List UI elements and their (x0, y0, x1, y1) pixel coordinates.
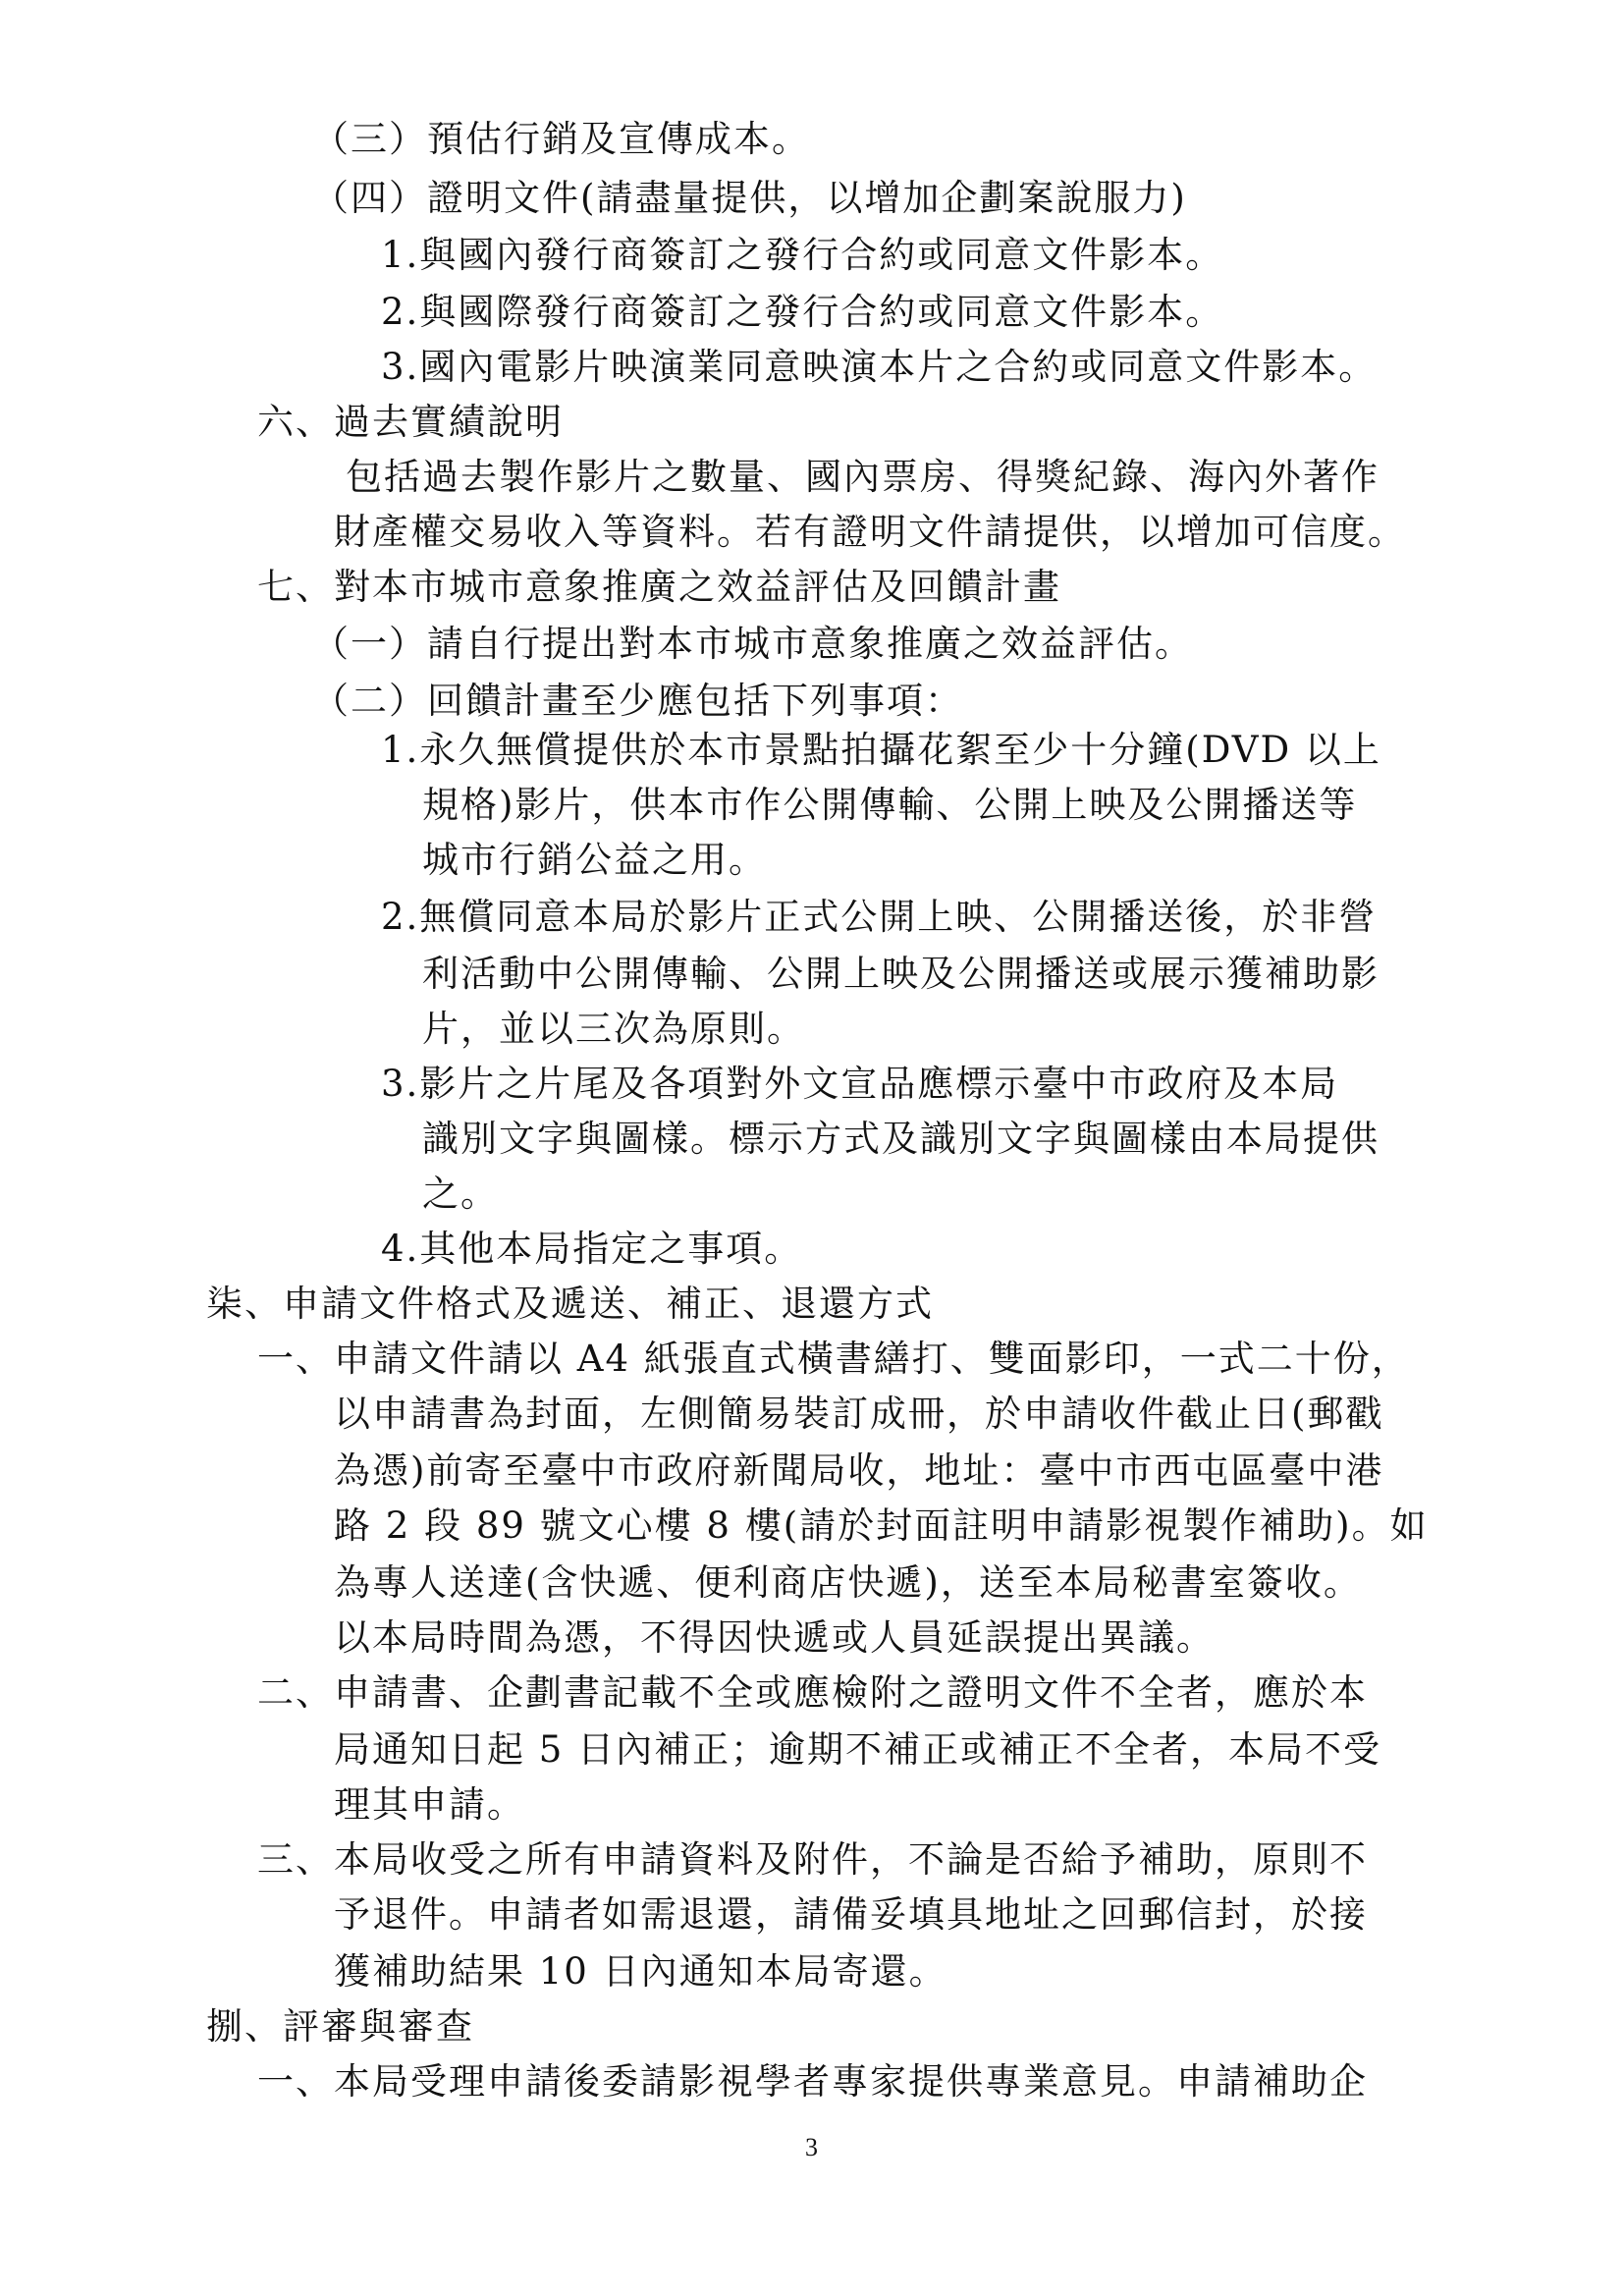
text-line: 規格)影片，供本市作公開傳輸、公開上映及公開播送等 (422, 784, 1358, 826)
text-line: 予退件。申請者如需退還，請備妥填具地址之回郵信封，於接 (334, 1893, 1368, 1936)
text-line: 片，並以三次為原則。 (422, 1008, 805, 1050)
text-line: （二）回饋計畫至少應包括下列事項： (312, 680, 963, 722)
text-line: 獲補助結果 10 日內通知本局寄還。 (334, 1950, 947, 1993)
text-line: 3.影片之片尾及各項對外文宣品應標示臺中市政府及本局 (381, 1063, 1339, 1105)
text-line: 局通知日起 5 日內補正；逾期不補正或補正不全者，本局不受 (334, 1728, 1382, 1771)
text-line: 1.永久無償提供於本市景點拍攝花絮至少十分鐘(DVD 以上 (381, 729, 1381, 771)
text-line: 包括過去製作影片之數量、國內票房、得獎紀錄、海內外著作 (346, 456, 1380, 498)
text-line: 一、申請文件請以 A4 紙張直式橫書繕打、雙面影印，一式二十份， (257, 1338, 1410, 1380)
text-line: 4.其他本局指定之事項。 (381, 1228, 803, 1270)
text-line: 財產權交易收入等資料。若有證明文件請提供，以增加可信度。 (334, 511, 1406, 553)
text-line: （四）證明文件(請盡量提供，以增加企劃案說服力) (312, 177, 1187, 219)
chapter-heading: 柒、申請文件格式及遞送、補正、退還方式 (206, 1283, 934, 1325)
text-line: 之。 (422, 1173, 499, 1215)
text-line: 為專人送達(含快遞、便利商店快遞)，送至本局秘書室簽收。 (334, 1561, 1362, 1604)
text-line: 路 2 段 89 號文心樓 8 樓(請於封面註明申請影視製作補助)。如 (334, 1504, 1429, 1547)
text-line: 1.與國內發行商簽訂之發行合約或同意文件影本。 (381, 234, 1224, 276)
text-line: 為憑)前寄至臺中市政府新聞局收，地址：臺中市西屯區臺中港 (334, 1449, 1384, 1492)
chapter-heading: 捌、評審與審查 (206, 2005, 474, 2048)
text-line: 一、本局受理申請後委請影視學者專家提供專業意見。申請補助企 (257, 2060, 1368, 2103)
text-line: 三、本局收受之所有申請資料及附件，不論是否給予補助，原則不 (257, 1838, 1368, 1881)
text-line: （一）請自行提出對本市城市意象推廣之效益評估。 (312, 623, 1193, 665)
text-line: 城市行銷公益之用。 (422, 839, 767, 881)
text-line: 3.國內電影片映演業同意映演本片之合約或同意文件影本。 (381, 346, 1378, 388)
text-line: 理其申請。 (334, 1783, 525, 1826)
text-line: 二、申請書、企劃書記載不全或應檢附之證明文件不全者，應於本 (257, 1671, 1368, 1714)
section-heading: 六、過去實績說明 (257, 401, 564, 443)
text-line: （三）預估行銷及宣傳成本。 (312, 118, 810, 160)
page-number: 3 (805, 2133, 818, 2161)
text-line: 以本局時間為憑，不得因快遞或人員延誤提出異議。 (334, 1616, 1215, 1659)
text-line: 2.無償同意本局於影片正式公開上映、公開播送後，於非營 (381, 896, 1378, 938)
text-line: 以申請書為封面，左側簡易裝訂成冊，於申請收件截止日(郵戳 (334, 1393, 1384, 1435)
section-heading: 七、對本市城市意象推廣之效益評估及回饋計畫 (257, 566, 1061, 608)
text-line: 2.與國際發行商簽訂之發行合約或同意文件影本。 (381, 291, 1224, 333)
text-line: 識別文字與圖樣。標示方式及識別文字與圖樣由本局提供 (422, 1118, 1380, 1160)
text-line: 利活動中公開傳輸、公開上映及公開播送或展示獲補助影 (422, 953, 1380, 995)
